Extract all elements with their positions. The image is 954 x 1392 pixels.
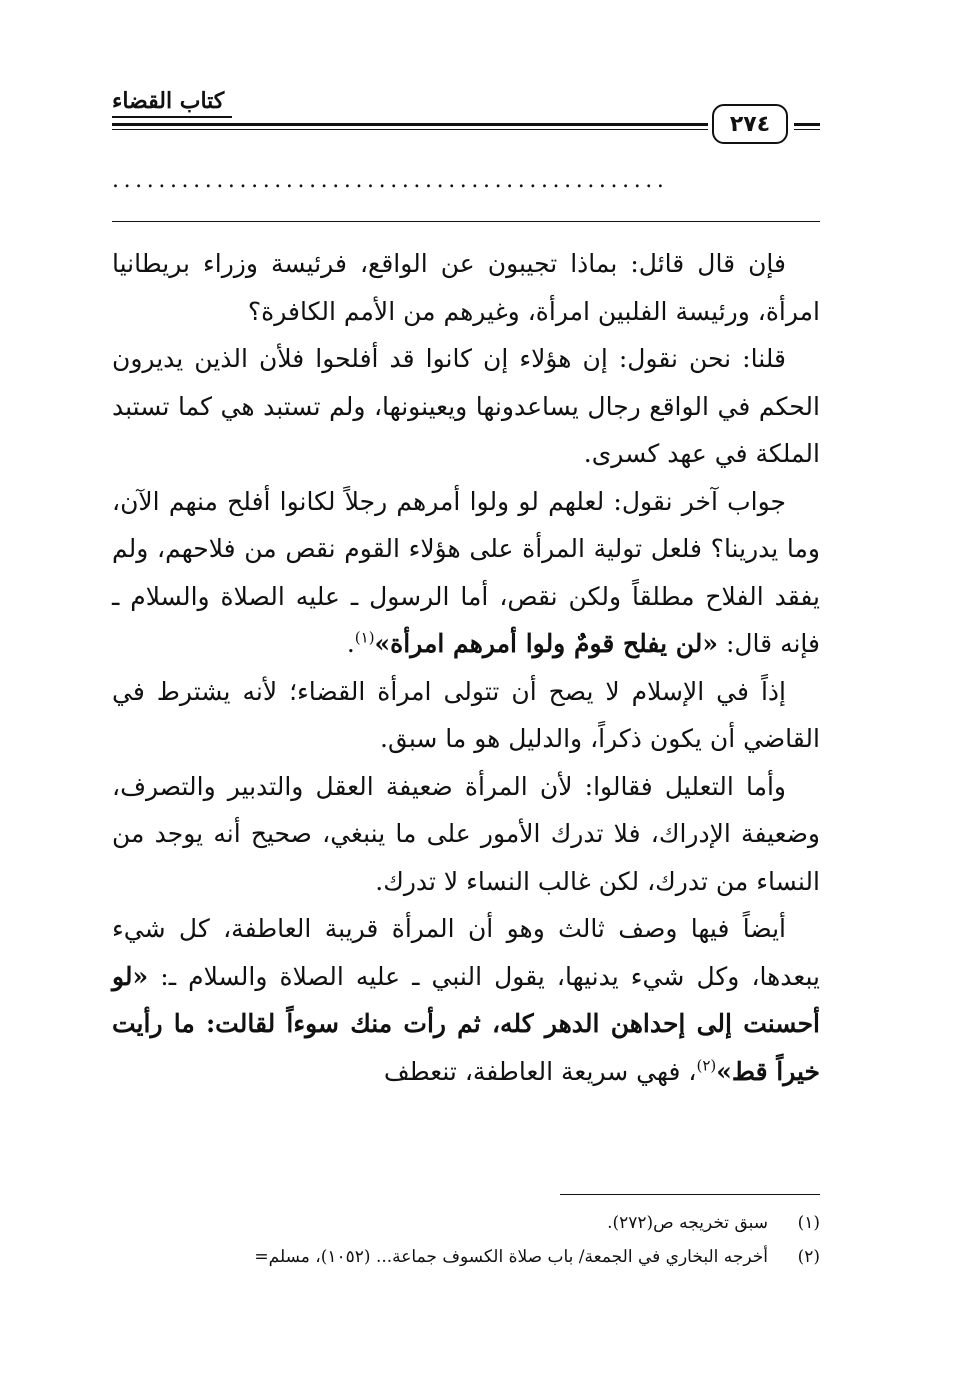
separator-rule — [112, 221, 820, 222]
paragraph-1: فإن قال قائل: بماذا تجيبون عن الواقع، فرئيسة وزراء بريطانيا امرأة، ورئيسة الفلبين امرأة، وغيرهم من الأمم الكافرة؟ — [112, 249, 820, 326]
footnote-text: سبق تخريجه ص(٢٧٢). — [607, 1213, 768, 1233]
paragraph-3-text: جواب آخر نقول: لعلهم لو ولوا أمرهم رجلاً لكانوا أفلح منهم الآن، وما يدرينا؟ فلعل تولية المرأة على هؤلاء القوم نقص من فلاحهم، ولم يفقد الفلاح مطلقاً ولكن نقص، أما الرسول ـ عليه الصلاة والسلام ـ فإنه قال: — [112, 486, 820, 658]
footnote-rule — [560, 1194, 820, 1195]
page-number-badge: ٢٧٤ — [712, 104, 788, 144]
paragraph-3 — [112, 478, 820, 668]
running-title: كتاب القضاء — [112, 88, 225, 114]
footnote-2 — [112, 1240, 820, 1274]
footnote-ref-1: (١) — [354, 628, 375, 647]
footnote-1 — [112, 1206, 820, 1240]
ellipsis-line: ................................................ — [112, 168, 669, 193]
footnotes — [112, 1206, 820, 1274]
body-text — [112, 240, 820, 1095]
footnote-ref-2: (٢) — [696, 1056, 717, 1075]
paragraph-3-end: . — [346, 629, 355, 658]
paragraph-6 — [112, 905, 820, 1095]
header-rule-right-thin — [794, 129, 820, 130]
paragraph-6-end: ، فهي سريعة العاطفة، تنعطف — [383, 1056, 697, 1086]
paragraph-4: إذاً في الإسلام لا يصح أن تتولى امرأة القضاء؛ لأنه يشترط في القاضي أن يكون ذكراً، والدليل هو ما سبق. — [112, 676, 820, 753]
footnote-number: (١) — [797, 1213, 820, 1233]
header-rule-thin — [112, 129, 708, 130]
paragraph-6-text: أيضاً فيها وصف ثالث وهو أن المرأة قريبة العاطفة، كل شيء يبعدها، وكل شيء يدنيها، يقول النبي ـ عليه الصلاة والسلام ـ: — [112, 914, 820, 991]
hadith-quote-2: «لو أحسنت إلى إحداهن الدهر كله، ثم رأت منك سوءاً لقالت: ما رأيت خيراً قط» — [112, 961, 820, 1086]
running-title-underline — [112, 116, 232, 118]
paragraph-5: وأما التعليل فقالوا: لأن المرأة ضعيفة العقل والتدبير والتصرف، وضعيفة الإدراك، فلا تدرك الأمور على ما ينبغي، صحيح أنه يوجد من النساء من تدرك، لكن غالب النساء لا تدرك. — [112, 771, 820, 896]
header-rule-right-thick — [794, 123, 820, 126]
footnote-text: أخرجه البخاري في الجمعة/ باب صلاة الكسوف جماعة... (١٠٥٢)، مسلم= — [254, 1247, 768, 1267]
hadith-quote-1: «لن يفلح قومٌ ولوا أمرهم امرأة» — [374, 629, 719, 658]
paragraph-2: قلنا: نحن نقول: إن هؤلاء إن كانوا قد أفلحوا فلأن الذين يديرون الحكم في الواقع رجال يساعدونها ويعينونها، ولم تستبد هي كما تستبد الملكة في عهد كسرى. — [112, 344, 820, 468]
footnote-number: (٢) — [797, 1247, 820, 1267]
header-rule-thick — [112, 123, 708, 126]
